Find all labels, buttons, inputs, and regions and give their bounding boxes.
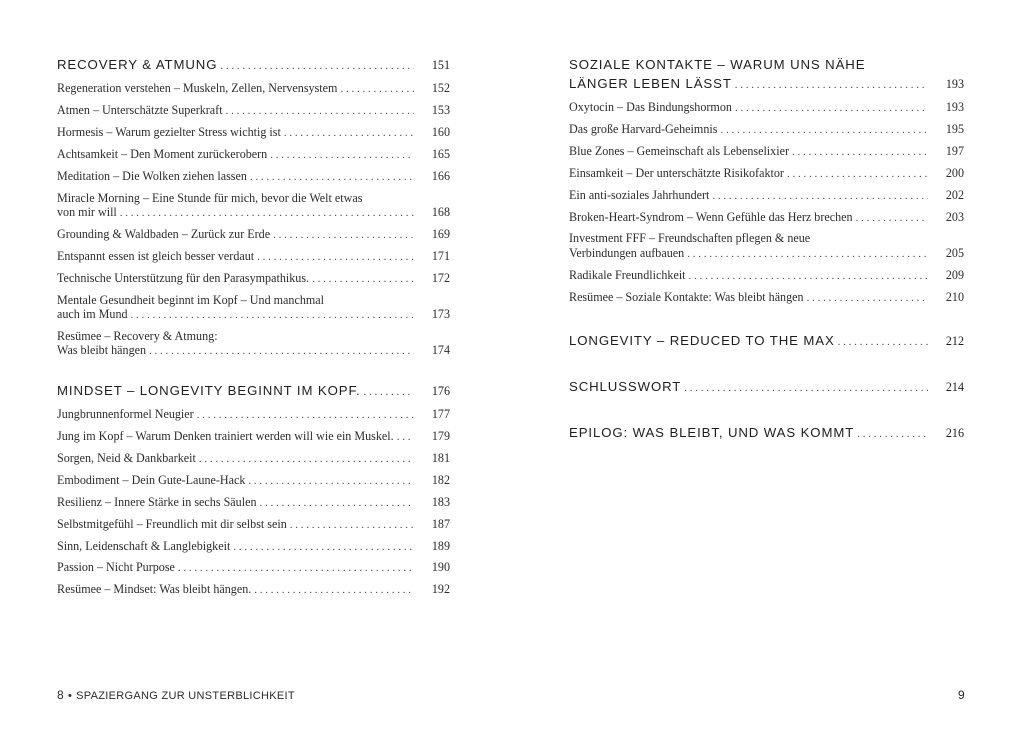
entry-row: [57, 205, 450, 221]
toc-entry: [569, 119, 964, 141]
entry-row: [57, 429, 450, 445]
section-title: EPILOG: WAS BLEIBT, UND WAS KOMMT: [569, 425, 855, 441]
section-page-number: 151: [431, 58, 450, 72]
dot-leader: [199, 452, 414, 467]
dot-leader: [684, 379, 928, 398]
section-page-number: 216: [945, 426, 964, 441]
entry-title: Embodiment – Dein Gute-Laune-Hack: [57, 472, 246, 487]
toc-section: [569, 420, 964, 446]
toc-entry: [57, 404, 450, 426]
toc-entry: [57, 579, 450, 601]
entry-row: [569, 100, 964, 116]
section-heading-row: [569, 423, 964, 444]
entry-page-number: 165: [431, 146, 450, 161]
toc-section: [57, 378, 450, 601]
section-title: LÄNGER LEBEN LÄSST: [569, 76, 732, 91]
dot-leader: [856, 211, 928, 226]
dot-leader: [226, 104, 414, 119]
dot-leader: [312, 272, 414, 287]
section-heading-row: [569, 74, 964, 95]
section-title: LONGEVITY – REDUCED TO THE MAX: [569, 333, 835, 349]
entry-title: Was bleibt hängen: [57, 343, 147, 358]
entry-row: [569, 290, 964, 306]
toc-entry: [569, 141, 964, 163]
entry-row: [57, 169, 450, 185]
entry-title: Resilienz – Innere Stärke in sechs Säulen: [57, 494, 257, 509]
section-heading: [569, 328, 964, 354]
entry-page-number: 209: [945, 267, 964, 282]
toc-section: [569, 52, 964, 308]
toc-entry: [57, 187, 450, 223]
entry-title: Das große Harvard-Geheimnis: [569, 122, 718, 137]
entry-page-number: 173: [431, 307, 450, 322]
entry-title: Sorgen, Neid & Dankbarkeit: [57, 451, 196, 466]
toc-entry: [57, 535, 450, 557]
entry-row: [57, 81, 450, 97]
entry-title: Sinn, Leidenschaft & Langlebigkeit: [57, 538, 231, 553]
entry-title: Blue Zones – Gemeinschaft als Lebenselixier: [569, 143, 789, 158]
dot-leader: [254, 583, 414, 598]
toc-entry: [57, 470, 450, 492]
entry-row: [57, 271, 450, 287]
entry-title: Entspannt essen ist gleich besser verdaut: [57, 248, 255, 263]
section-heading: [569, 52, 964, 97]
dot-leader: [397, 430, 414, 445]
footer-separator: •: [67, 690, 73, 702]
entry-row: [57, 495, 450, 511]
dot-leader: [120, 206, 414, 221]
section-heading-row: [569, 377, 964, 398]
dot-leader: [364, 383, 414, 402]
entry-row: [57, 517, 450, 533]
entry-row: [57, 407, 450, 423]
section-heading: [57, 52, 450, 78]
section-page-number: 176: [431, 384, 450, 399]
section-heading-line1: SOZIALE KONTAKTE – WARUM UNS NÄHE: [569, 57, 866, 72]
entry-row: [569, 122, 964, 138]
dot-leader: [273, 228, 414, 243]
entry-row: [569, 166, 964, 182]
toc-section: [569, 374, 964, 400]
section-title: SCHLUSSWORT: [569, 379, 682, 395]
entry-row: [57, 451, 450, 467]
right-page: [510, 0, 1020, 738]
entry-row: [57, 147, 450, 163]
entry-row: [569, 268, 964, 284]
entry-title: Ein anti-soziales Jahrhundert: [569, 187, 710, 202]
toc-entry: [569, 287, 964, 309]
dot-leader: [687, 247, 928, 262]
entry-title-line1: Resümee – Recovery & Atmung:: [57, 328, 218, 343]
entry-row: [57, 307, 450, 323]
dot-leader: [792, 145, 928, 160]
section-heading: [57, 378, 450, 404]
dot-leader: [284, 126, 414, 141]
toc-entry: [57, 514, 450, 536]
entry-title: Jung im Kopf – Warum Denken trainiert werden will wie ein Muskel.: [57, 429, 394, 444]
entry-page-number: 174: [431, 343, 450, 358]
page-footer-left: [57, 688, 295, 702]
entry-row: [57, 249, 450, 265]
entry-page-number: 195: [945, 122, 964, 137]
section-heading: [569, 420, 964, 446]
section-heading-row: [57, 55, 450, 76]
section-heading-row: [569, 331, 964, 352]
entry-title: Technische Unterstützung für den Parasympathikus.: [57, 270, 310, 285]
toc-entry: [57, 100, 450, 122]
entry-title: Jungbrunnenformel Neugier: [57, 407, 194, 422]
toc-entry: [57, 78, 450, 100]
toc-entry: [57, 122, 450, 144]
toc-section: [57, 52, 450, 362]
entry-row: [569, 188, 964, 204]
entry-page-number: 152: [431, 81, 450, 96]
entry-page-number: 193: [945, 100, 964, 115]
entry-row: [57, 103, 450, 119]
entry-page-number: 169: [431, 226, 450, 241]
entry-title: Resümee – Mindset: Was bleibt hängen.: [57, 582, 252, 597]
section-title: RECOVERY & ATMUNG: [57, 57, 218, 72]
entry-title: von mir will: [57, 205, 117, 220]
section-heading: [569, 374, 964, 400]
entry-title: Achtsamkeit – Den Moment zurückerobern: [57, 146, 268, 161]
dot-leader: [250, 170, 414, 185]
toc-entry: [57, 448, 450, 470]
entry-page-number: 189: [431, 538, 450, 553]
entry-page-number: 160: [431, 124, 450, 139]
dot-leader: [787, 167, 928, 182]
entry-page-number: 181: [431, 451, 450, 466]
entry-title: Verbindungen aufbauen: [569, 245, 685, 260]
toc-entry: [57, 224, 450, 246]
dot-leader: [838, 333, 928, 352]
toc-entry: [569, 206, 964, 228]
entry-title-line1: Mentale Gesundheit beginnt im Kopf – Und manchmal: [57, 292, 325, 307]
toc-entry: [569, 228, 964, 264]
entry-page-number: 210: [945, 289, 964, 304]
dot-leader: [131, 308, 414, 323]
toc-column-right: [569, 52, 964, 446]
entry-row: [57, 125, 450, 141]
entry-row: [57, 582, 450, 598]
entry-row: [569, 144, 964, 160]
entry-title: Broken-Heart-Syndrom – Wenn Gefühle das Herz brechen: [569, 209, 853, 224]
dot-leader: [197, 408, 414, 423]
entry-page-number: 182: [431, 472, 450, 487]
toc-entry: [57, 492, 450, 514]
dot-leader: [260, 496, 415, 511]
page-number: 9: [958, 688, 965, 702]
page-number: 8: [57, 688, 64, 702]
toc-entry: [57, 326, 450, 362]
toc-entry: [569, 265, 964, 287]
entry-title-line1: Investment FFF – Freundschaften pflegen & neue: [569, 231, 811, 246]
entry-page-number: 172: [431, 270, 450, 285]
dot-leader: [220, 57, 414, 76]
entry-page-number: 179: [431, 429, 450, 444]
entry-page-number: 166: [431, 168, 450, 183]
entry-page-number: 203: [945, 209, 964, 224]
entry-title: Grounding & Waldbaden – Zurück zur Erde: [57, 226, 271, 241]
entry-title: auch im Mund: [57, 307, 128, 322]
dot-leader: [270, 148, 414, 163]
entry-title: Radikale Freundlichkeit: [569, 267, 686, 282]
entry-page-number: 192: [431, 582, 450, 597]
dot-leader: [735, 101, 928, 116]
entry-page-number: 171: [431, 248, 450, 263]
toc-entry: [569, 163, 964, 185]
dot-leader: [149, 344, 414, 359]
entry-page-number: 205: [945, 245, 964, 260]
toc-entry: [569, 185, 964, 207]
dot-leader: [340, 82, 414, 97]
dot-leader: [735, 76, 928, 95]
entry-page-number: 187: [431, 516, 450, 531]
entry-title: Passion – Nicht Purpose: [57, 560, 175, 575]
toc-entry: [57, 144, 450, 166]
entry-page-number: 197: [945, 143, 964, 158]
dot-leader: [689, 269, 928, 284]
entry-row: [57, 473, 450, 489]
page-footer-right: [958, 688, 965, 702]
toc-entry: [57, 246, 450, 268]
entry-title: Hormesis – Warum gezielter Stress wichtig ist: [57, 124, 281, 139]
entry-row: [57, 343, 450, 359]
entry-page-number: 202: [945, 187, 964, 202]
section-title: MINDSET – LONGEVITY BEGINNT IM KOPF.: [57, 383, 361, 399]
running-title: SPAZIERGANG ZUR UNSTERBLICHKEIT: [76, 690, 295, 702]
entry-page-number: 183: [431, 494, 450, 509]
toc-entry: [569, 97, 964, 119]
toc-entry: [57, 557, 450, 579]
dot-leader: [720, 123, 928, 138]
section-heading-row: [57, 381, 450, 402]
entry-page-number: 190: [431, 560, 450, 575]
entry-title: Einsamkeit – Der unterschätzte Risikofaktor: [569, 165, 784, 180]
toc-entry: [57, 166, 450, 188]
entry-row: [569, 210, 964, 226]
entry-title: Meditation – Die Wolken ziehen lassen: [57, 168, 247, 183]
dot-leader: [233, 540, 414, 555]
entry-title: Resümee – Soziale Kontakte: Was bleibt hängen: [569, 289, 804, 304]
entry-row: [569, 246, 964, 262]
entry-title-line1: Miracle Morning – Eine Stunde für mich, bevor die Welt etwas: [57, 190, 363, 205]
section-page-number: 212: [945, 334, 964, 349]
entry-row: [57, 560, 450, 576]
entry-title: Oxytocin – Das Bindungshormon: [569, 100, 732, 115]
dot-leader: [257, 250, 414, 265]
entry-row: [57, 539, 450, 555]
dot-leader: [248, 474, 414, 489]
entry-page-number: 168: [431, 205, 450, 220]
toc-section: [569, 328, 964, 354]
section-page-number: 193: [945, 77, 964, 91]
dot-leader: [807, 291, 928, 306]
dot-leader: [290, 518, 414, 533]
dot-leader: [712, 189, 928, 204]
dot-leader: [178, 561, 414, 576]
section-page-number: 214: [945, 380, 964, 395]
entry-title: Atmen – Unterschätzte Superkraft: [57, 103, 223, 118]
toc-entry: [57, 268, 450, 290]
entry-row: [57, 227, 450, 243]
entry-page-number: 177: [431, 407, 450, 422]
entry-title: Selbstmitgefühl – Freundlich mit dir selbst sein: [57, 516, 287, 531]
toc-column-left: [57, 52, 450, 601]
entry-page-number: 200: [945, 165, 964, 180]
toc-entry: [57, 426, 450, 448]
entry-title: Regeneration verstehen – Muskeln, Zellen, Nervensystem: [57, 81, 338, 96]
toc-entry: [57, 289, 450, 325]
entry-page-number: 153: [431, 103, 450, 118]
dot-leader: [857, 425, 928, 444]
